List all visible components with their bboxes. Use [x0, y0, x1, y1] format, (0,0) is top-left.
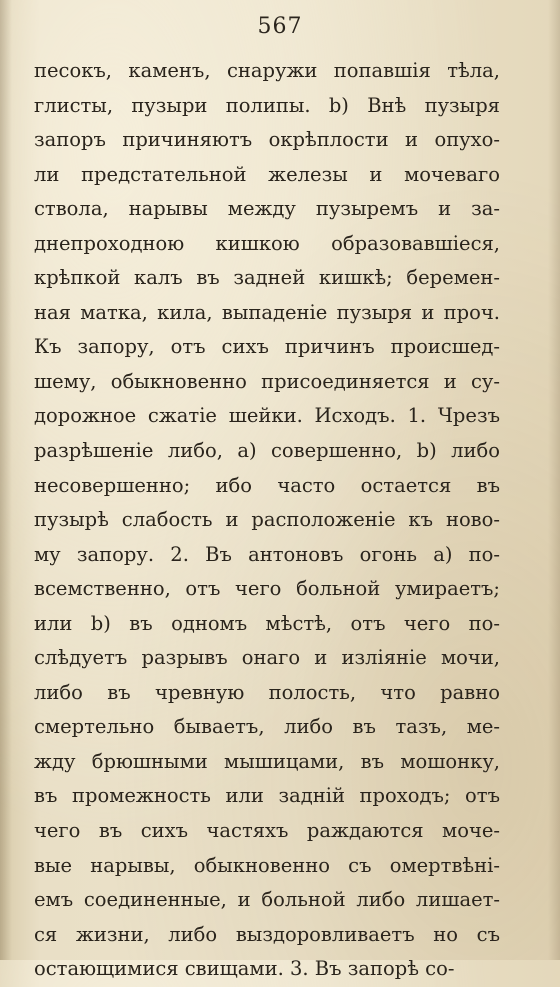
text-line: въ промежность или задній проходъ; отъ — [34, 784, 500, 808]
text-line: запоръ причиняютъ окрѣплости и опухо- — [34, 128, 500, 152]
text-line: вые нарывы, обыкновенно съ омертвѣні- — [34, 853, 500, 877]
text-line: или b) въ одномъ мѣстѣ, отъ чего по- — [34, 611, 500, 635]
text-line: несовершенно; ибо часто остается въ — [34, 473, 500, 497]
text-line: чего въ сихъ частяхъ раждаются моче- — [34, 819, 500, 843]
text-line: днепроходною кишкою образовавшіеся, — [34, 231, 500, 255]
text-line: глисты, пузыри полипы. b) Внѣ пузыря — [34, 93, 500, 117]
text-line: пузырѣ слабость и расположеніе къ ново- — [34, 508, 500, 532]
text-line: шему, обыкновенно присоединяется и су- — [34, 369, 500, 393]
text-line: либо въ чревную полость, что равно — [34, 680, 500, 704]
text-line: емъ соединенные, и больной либо лишает- — [34, 888, 500, 912]
page-number: 567 — [257, 14, 303, 39]
text-line: ствола, нарывы между пузыремъ и за- — [34, 197, 500, 221]
text-line: жду брюшными мышицами, въ мошонку, — [34, 749, 500, 773]
text-line: песокъ, каменъ, снаружи попавшія тѣла, — [34, 59, 500, 82]
page-edge-shadow-right — [548, 0, 560, 960]
text-line: остающимися свищами. 3. Въ запорѣ со- — [34, 957, 455, 981]
text-line: крѣпкой калъ въ задней кишкѣ; беремен- — [34, 266, 500, 290]
text-line: разрѣшеніе либо, a) совершенно, b) либо — [34, 439, 500, 463]
text-line: дорожное сжатіе шейки. Исходъ. 1. Чрезъ — [34, 404, 500, 428]
text-line: ся жизни, либо выздоровливаетъ но съ — [34, 922, 500, 946]
body-text — [34, 54, 500, 987]
text-line: ли предстательной железы и мочеваго — [34, 162, 500, 186]
text-line: смертельно бываетъ, либо въ тазъ, ме- — [34, 715, 500, 739]
text-line: всемственно, отъ чего больной умираетъ; — [34, 577, 500, 601]
text-line: ная матка, кила, выпаденіе пузыря и проч. — [34, 300, 500, 324]
text-line: му запору. 2. Въ антоновъ огонь a) по- — [34, 542, 500, 566]
page-edge-shadow-left — [0, 0, 12, 960]
text-line: слѣдуетъ разрывъ онаго и изліяніе мочи, — [34, 646, 500, 670]
text-line: Къ запору, отъ сихъ причинъ происшед- — [34, 335, 500, 359]
